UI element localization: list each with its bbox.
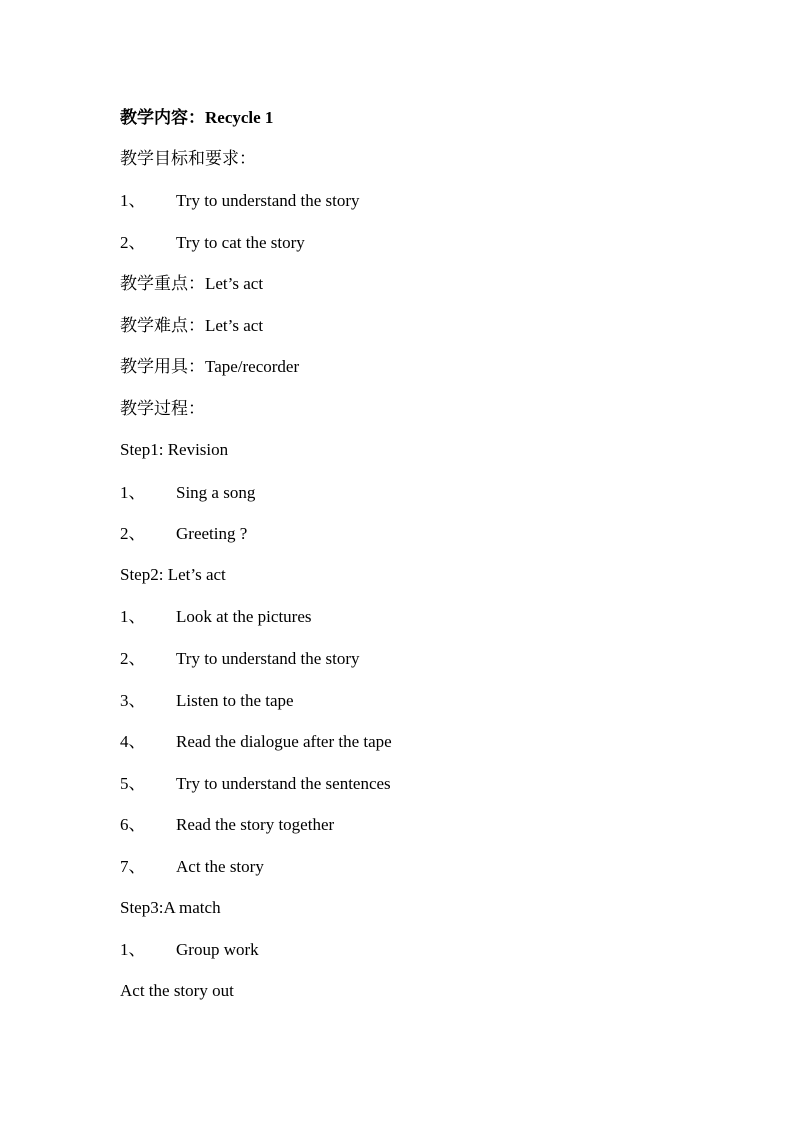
- process-heading: 教学过程：: [120, 399, 205, 418]
- objective-item: [120, 233, 305, 253]
- step2-item: [120, 649, 360, 669]
- objective-text: Try to understand the story: [176, 191, 360, 210]
- step-item-text: Look at the pictures: [176, 607, 312, 626]
- step-item-text: Sing a song: [176, 483, 256, 502]
- step2-item: [120, 691, 294, 711]
- step1-heading: Step1: Revision: [120, 440, 229, 459]
- step2-item: [120, 607, 312, 627]
- key-point: 教学重点：Let’s act: [120, 274, 264, 293]
- step-item-number: 1、: [120, 940, 146, 959]
- step-item-text: Try to understand the sentences: [176, 774, 391, 793]
- objective-number: 2、: [120, 233, 146, 252]
- difficulty: 教学难点：Let’s act: [120, 316, 264, 335]
- step-item-number: 1、: [120, 483, 146, 502]
- objective-number: 1、: [120, 191, 146, 210]
- step2-item: [120, 732, 392, 752]
- closing-line: Act the story out: [120, 981, 234, 1000]
- step-item-number: 6、: [120, 815, 146, 834]
- step-item-number: 4、: [120, 732, 146, 751]
- objectives-heading: 教学目标和要求：: [120, 149, 256, 168]
- objective-item: [120, 191, 360, 211]
- step-item-text: Act the story: [176, 857, 264, 876]
- step-item-text: Greeting ?: [176, 524, 248, 543]
- step3-item: [120, 940, 259, 960]
- step-item-text: Listen to the tape: [176, 691, 294, 710]
- step-item-number: 5、: [120, 774, 146, 793]
- step1-item: [120, 524, 247, 544]
- step-item-number: 1、: [120, 607, 146, 626]
- step-item-number: 7、: [120, 857, 146, 876]
- objective-text: Try to cat the story: [176, 233, 305, 252]
- step2-item: [120, 774, 391, 794]
- title-label: 教学内容：: [120, 108, 205, 127]
- teaching-tools: 教学用具：Tape/recorder: [120, 357, 300, 376]
- page-title: [120, 108, 273, 128]
- step2-item: [120, 815, 334, 835]
- step-item-number: 2、: [120, 524, 146, 543]
- step-item-text: Try to understand the story: [176, 649, 360, 668]
- step3-heading: Step3:A match: [120, 898, 221, 917]
- title-value: Recycle 1: [205, 108, 274, 127]
- step2-heading: Step2: Let’s act: [120, 565, 226, 584]
- step2-item: [120, 857, 264, 877]
- step-item-text: Read the story together: [176, 815, 335, 834]
- step-item-number: 3、: [120, 691, 146, 710]
- step-item-text: Read the dialogue after the tape: [176, 732, 392, 751]
- step-item-number: 2、: [120, 649, 146, 668]
- step-item-text: Group work: [176, 940, 259, 959]
- step1-item: [120, 483, 255, 503]
